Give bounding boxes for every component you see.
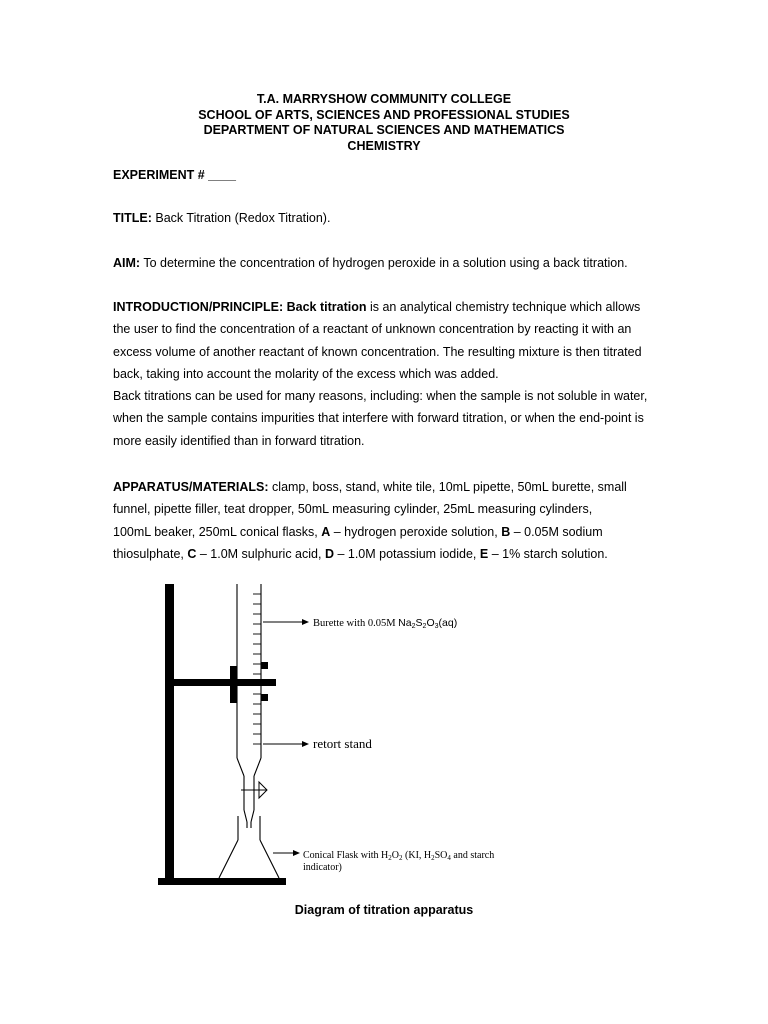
apparatus-section: APPARATUS/MATERIALS: clamp, boss, stand, white tile, 10mL pipette, 50mL burette, small funnel, pipette filler, teat dropper, 50mL measuring cylinder, 25mL measuring cylinders, 100mL beaker, 250mL conical flasks, A – hydrogen peroxide solution, B – 0.05M sodium thiosulphate, C – 1.0M sulphuric acid, D – 1.0M potassium iodide, E – 1% starch solution. [113, 480, 627, 561]
aim-label: AIM: [113, 256, 141, 270]
title-text: Back Titration (Redox Titration). [151, 211, 331, 225]
flask-label: Conical Flask with $H_2O_2$ (KI, $H_2SO_4$ and starch [303, 850, 495, 862]
introduction-section: INTRODUCTION/PRINCIPLE: Back titration is an analytical chemistry technique which allows the user to find the concentration of a reactant of unknown concentration by reacting it with an excess volume of another reactant of known concentration. The resulting mixture is then titrated back, taking into account the molarity of the excess which was added. Back titrations can be used for many reasons, including: when the sample is not soluble in water, when the sample contains impurities that interfere with forward titration, or when the end-point is more easily identified than in forward titration. [113, 300, 648, 448]
aim-text: To determine the concentration of hydrogen peroxide in a solution using a back titration. [140, 256, 628, 270]
flask-label-line2: indicator) [303, 862, 342, 873]
clamp-jaw-lower [261, 694, 268, 701]
title-label: TITLE: [113, 211, 152, 225]
titration-apparatus-diagram [155, 578, 535, 890]
header-subject: CHEMISTRY [347, 138, 421, 153]
burette-graduations [253, 594, 261, 744]
apparatus-label: APPARATUS/MATERIALS: [113, 480, 269, 494]
header-department-name: DEPARTMENT OF NATURAL SCIENCES AND MATHEMATICS [203, 123, 565, 137]
aim-section [113, 252, 658, 274]
boss [230, 666, 237, 703]
burette [237, 584, 261, 828]
intro-label: INTRODUCTION/PRINCIPLE: [113, 300, 284, 314]
title-section [113, 207, 658, 229]
conical-flask [219, 816, 279, 878]
clamp-jaw-upper [261, 662, 268, 669]
header-college-name: T.A. MARRYSHOW COMMUNITY COLLEGE [256, 92, 512, 106]
header-school-name: SCHOOL OF ARTS, SCIENCES AND PROFESSIONAL STUDIES [198, 107, 570, 122]
retort-stand-base [158, 878, 286, 885]
college-header [0, 92, 768, 154]
retort-stand-label: retort stand [313, 736, 372, 751]
retort-stand-rod [165, 584, 174, 882]
experiment-number: EXPERIMENT # ____ [113, 168, 236, 182]
diagram-caption: Diagram of titration apparatus [294, 903, 474, 917]
burette-label: Burette with 0.05M Na2S2O3(aq) [313, 617, 458, 630]
intro-term: Back titration [283, 300, 367, 314]
